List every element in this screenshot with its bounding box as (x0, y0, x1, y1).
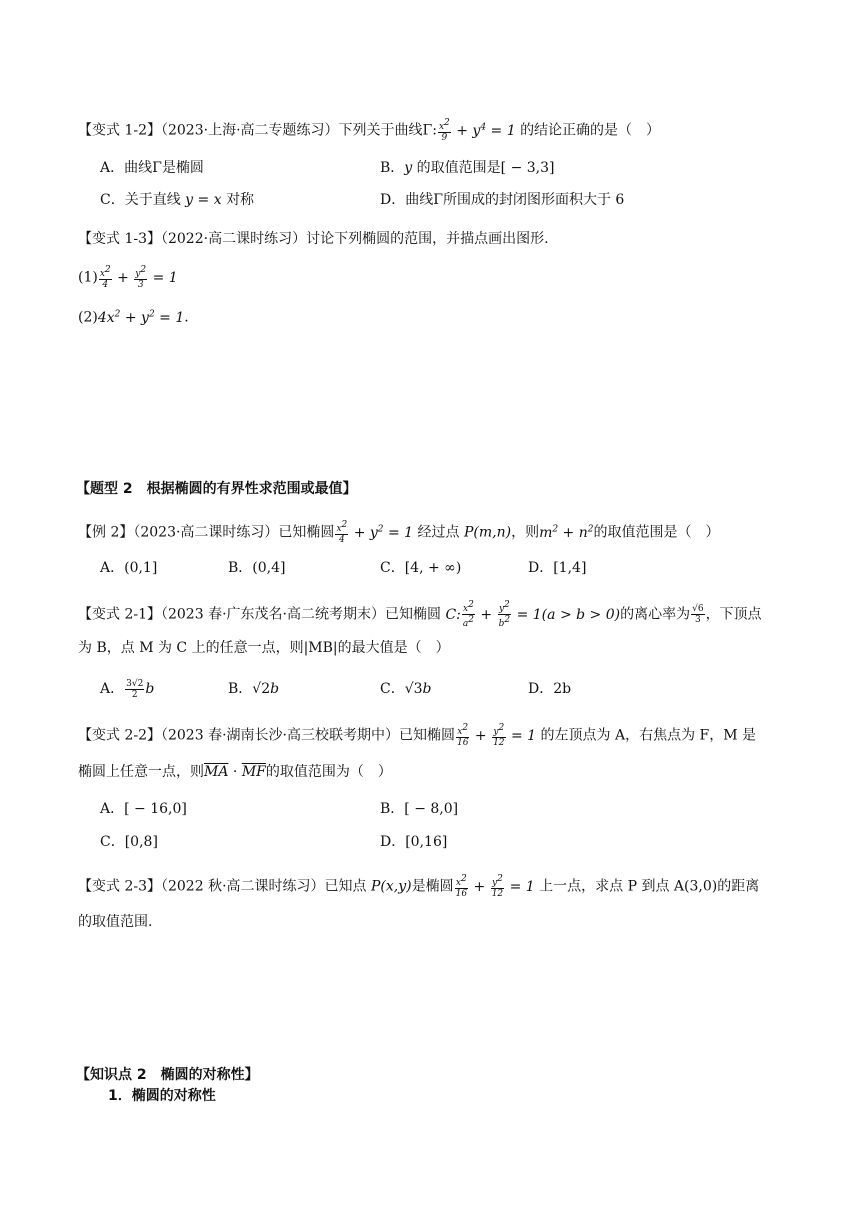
option-c: C．√3b (380, 681, 432, 697)
option-a: A．(0,1] (100, 560, 158, 576)
math-curve-equation: $\frac{x^2}{9}$ + $y^4 = 1$ (438, 118, 516, 144)
option-b: B．[ − 8,0] (380, 801, 459, 817)
option-d: D．[1,4] (528, 560, 587, 576)
question-v2-2-line-2: 椭圆上任意一点，则$\overline{MA} \cdot \overline{MF}$的取值范围为（ ） (78, 764, 392, 780)
option-d: D．[0,16] (380, 834, 448, 850)
section-heading-type-2: 【题型 2 根据椭圆的有界性求范围或最值】 (76, 481, 357, 497)
option-a: A．[ − 16,0] (100, 801, 187, 817)
question-v1-3-stem: 【变式 1-3】（2022·高二课时练习）讨论下列椭圆的范围，并描点画出图形. (78, 231, 549, 247)
question-v2-1-stem: 【变式 2-1】（2023 春·广东茂名·高二统考期末）已知椭圆 C: $\frac{x^2}{a^2}$ + $\frac{y^2}{b^2}$ = 1(a > b > 0)的离心率为 $\frac{√6}{3}$ ，下顶点 (78, 600, 762, 629)
question-v2-3-line-2: 的取值范围. (78, 914, 153, 930)
option-b: B．y 的取值范围是[ − 3,3] (380, 160, 555, 176)
option-a: A．曲线Γ是椭圆 (100, 160, 204, 176)
example-2-stem: 【例 2】（2023·高二课时练习）已知椭圆 $\frac{x^2}{4}$ + $y^2 = 1$ 经过点 P(m,n)，则$m^2 + n^2$的取值范围是（ ） (78, 520, 720, 546)
question-v1-3-item-2: $(2)4x^2 + y^2 = 1$. (78, 309, 189, 326)
option-a: A． $\frac{3√2}{2}$ b (100, 678, 155, 700)
option-c: C．关于直线 y = x 对称 (100, 192, 255, 208)
option-d: D．2b (528, 681, 572, 697)
option-d: D．曲线Γ所围成的封闭图形面积大于 6 (380, 192, 625, 208)
section-heading-knowledge-2: 【知识点 2 椭圆的对称性】 (76, 1067, 259, 1083)
question-v2-1-line-2: 为 B，点 M 为 C 上的任意一点，则|MB|的最大值是（ ） (78, 640, 450, 656)
option-b: B．√2b (228, 681, 280, 697)
question-v2-2-stem: 【变式 2-2】（2023 春·湖南长沙·高三校联考期中）已知椭圆 $\frac{x^2}{16}$ + $\frac{y^2}{12}$ = 1 的左顶点为 A，右焦点为 F，M 是 (78, 723, 757, 748)
question-v1-2-stem: 【变式 1-2】（2023·上海·高二专题练习）下列关于曲线Γ: $\frac{x^2}{9}$ + $y^4 = 1$ 的结论正确的是（ ） (78, 118, 661, 144)
option-c: C．[4, + ∞) (380, 560, 462, 576)
option-b: B．(0,4] (228, 560, 286, 576)
question-v1-3-item-1: (1) $\frac{x^2}{4}$ + $\frac{y^2}{3}$ = 1 (78, 265, 178, 290)
option-c: C．[0,8] (100, 834, 158, 850)
question-v2-3-stem: 【变式 2-3】（2022 秋·高二课时练习）已知点 P(x,y)是椭圆 $\frac{x^2}{16}$ + $\frac{y^2}{12}$ = 1 上一点，求点 P 到点 A(3,0)的距离 (78, 874, 760, 899)
subheading-symmetry: 1．椭圆的对称性 (108, 1088, 216, 1104)
